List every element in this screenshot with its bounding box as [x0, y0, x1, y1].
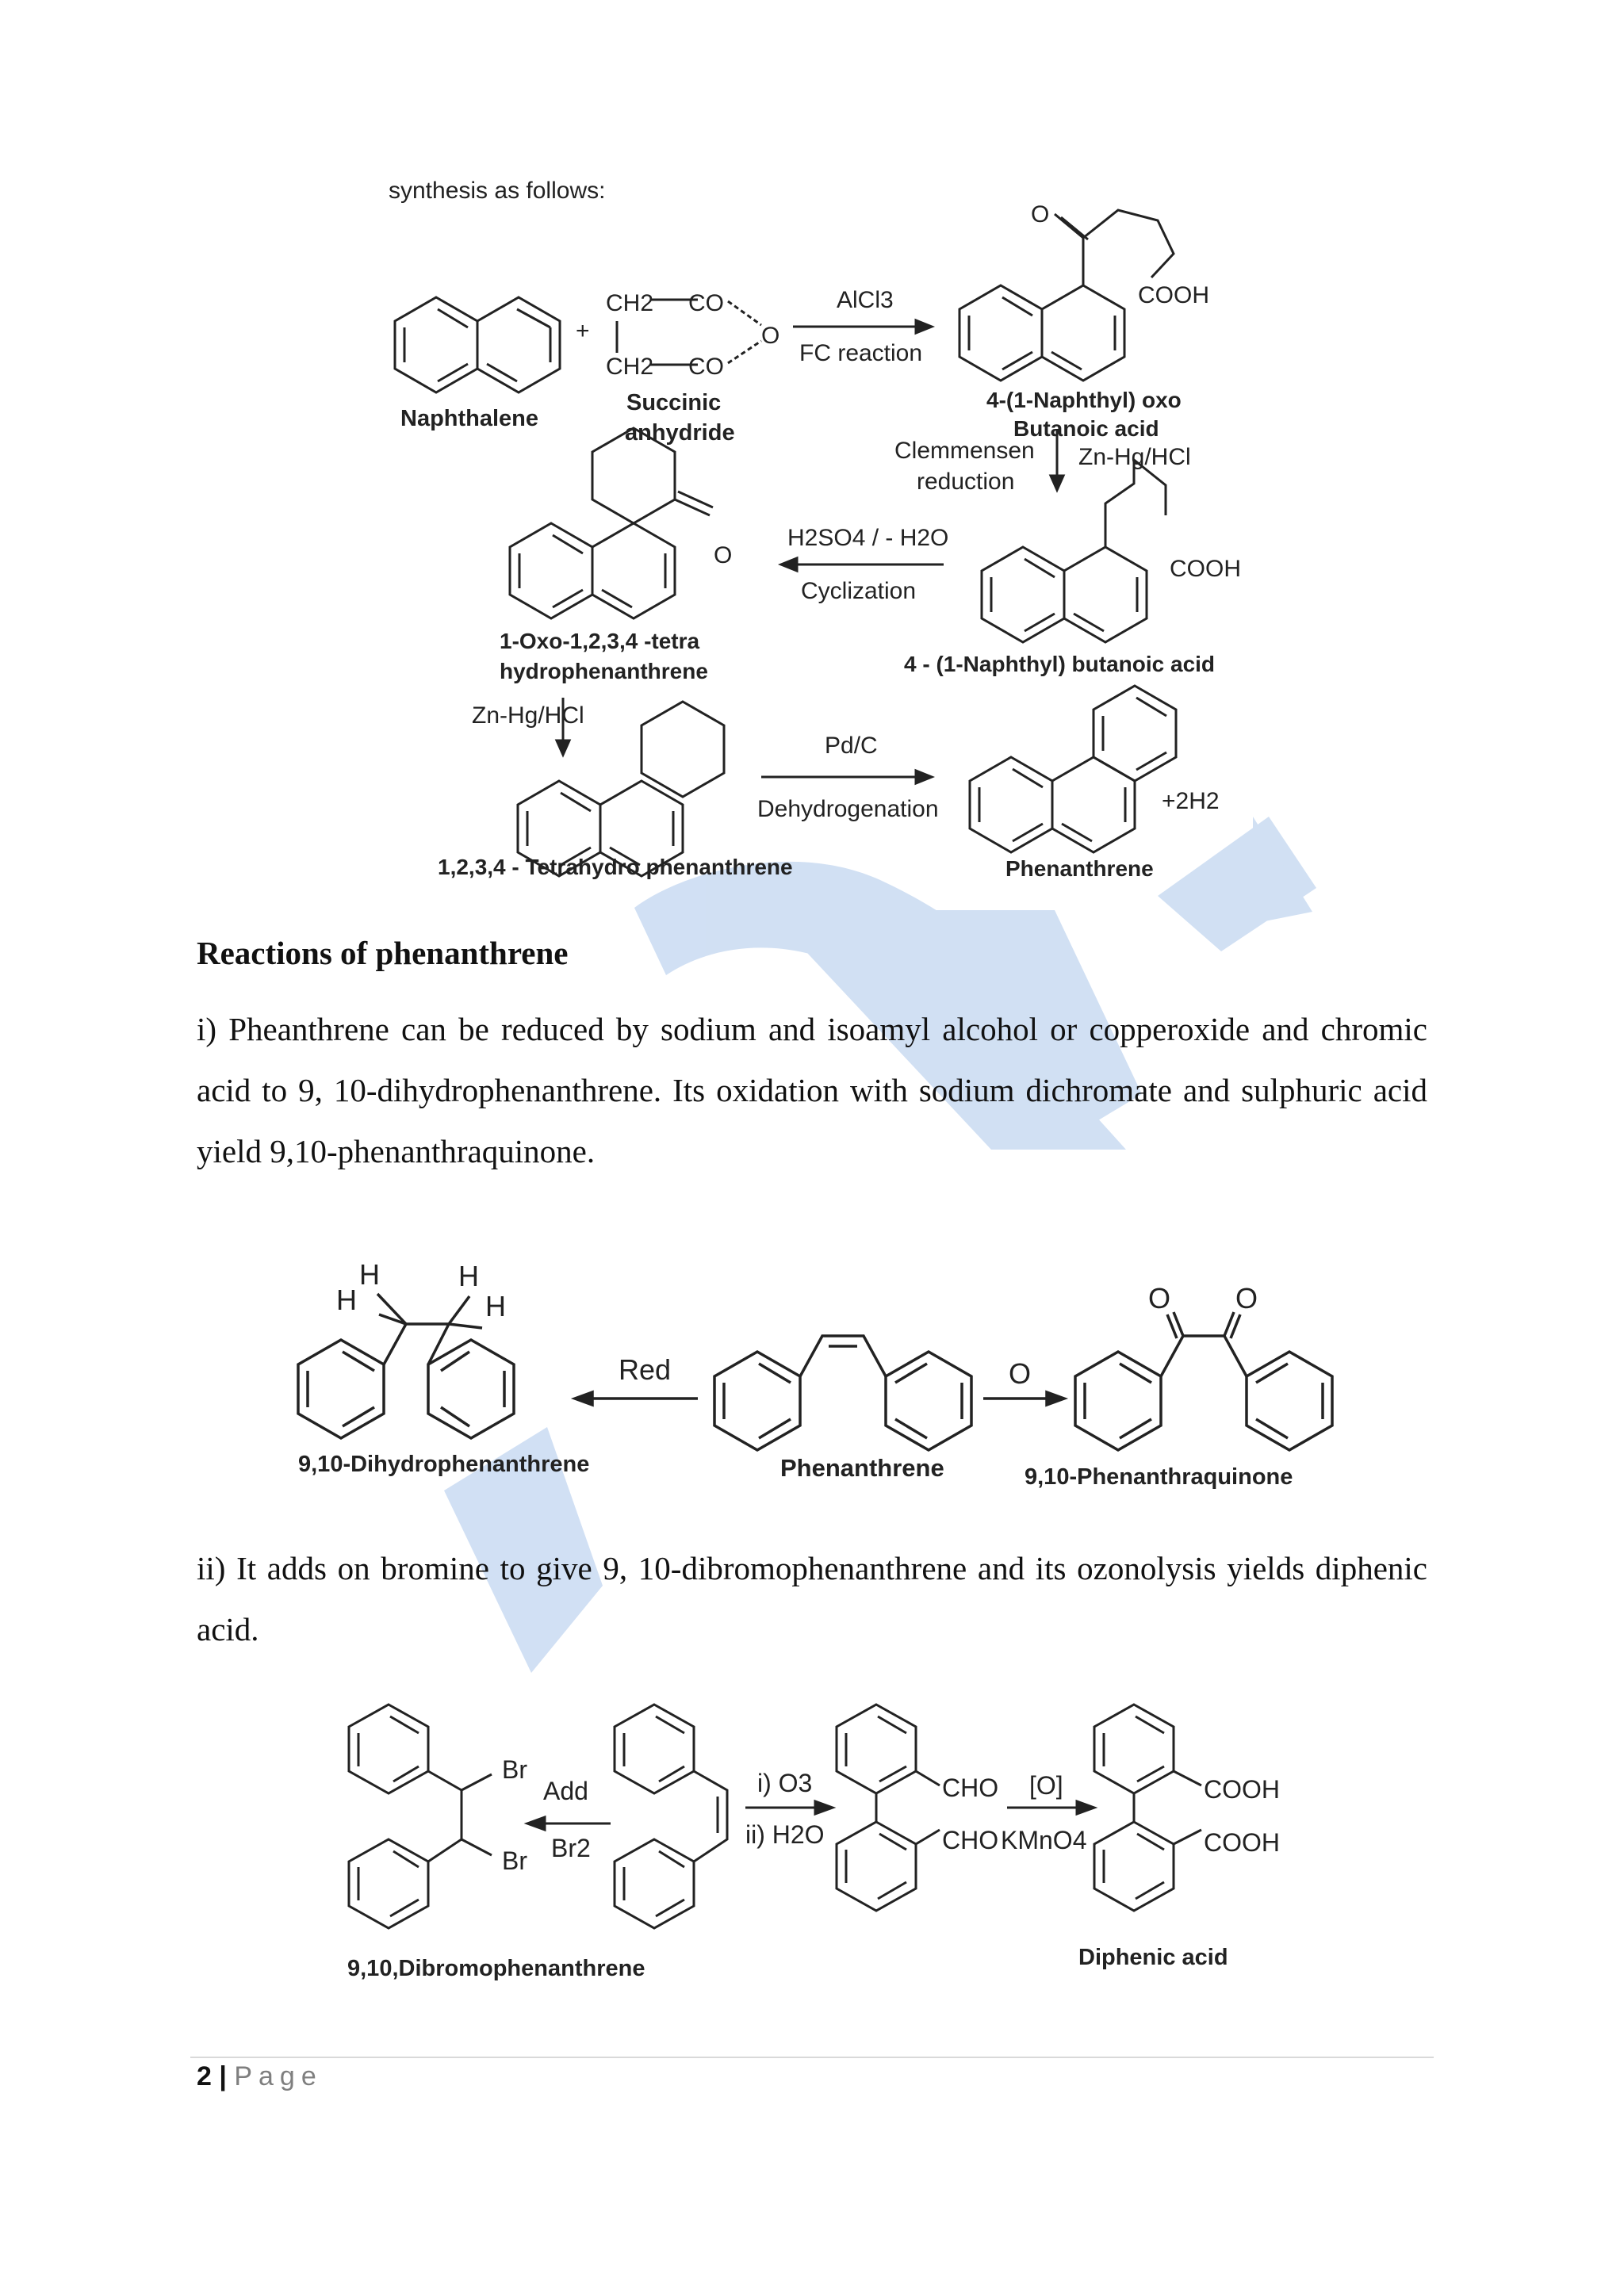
pd-c-reagent: Pd/C [825, 733, 878, 759]
butanoic-acid-label: 4 - (1-Naphthyl) butanoic acid [904, 652, 1216, 676]
water-reagent: ii) H2O [745, 1820, 825, 1849]
co-bottom: CO [688, 354, 724, 380]
bromine-ozonolysis-scheme [0, 1689, 1624, 1990]
oxidant-label: [O] [1029, 1771, 1063, 1800]
o-ketone: O [714, 542, 733, 568]
footer-separator: | [219, 2061, 227, 2091]
co-top: CO [688, 290, 724, 316]
succinic-label-1: Succinic [626, 390, 722, 415]
paragraph-1: i) Pheanthrene can be reduced by sodium and isoamyl alcohol or copperoxide and chromic acid to 9, 10-dihydrophenanthrene. Its oxidation with sodium dichromate and sulphuric acid yield 9,10-phenanthraquinone. [197, 1011, 1427, 1169]
fc-reaction: FC reaction [799, 340, 923, 366]
naphthalene-structure [395, 297, 560, 392]
cooh-2: COOH [1170, 556, 1241, 582]
o-reagent: O [1009, 1357, 1032, 1390]
plus-2h2: +2H2 [1162, 788, 1220, 814]
zn-hg-hcl-2: Zn-Hg/HCl [472, 702, 584, 729]
clemmensen-2: reduction [917, 469, 1015, 495]
br2-reagent: Br2 [551, 1834, 591, 1862]
ozone-reagent: i) O3 [757, 1769, 813, 1797]
cutoff-text: synthesis as follows: [389, 178, 606, 204]
h-atom-2: H [336, 1284, 357, 1316]
alcl3-reagent: AlCl3 [837, 287, 894, 313]
plus-sign: + [576, 318, 590, 344]
succinic-label-2: anhydride [625, 420, 735, 446]
o-keto: O [1031, 201, 1050, 228]
footer-divider [190, 2057, 1434, 2058]
paragraph-2: ii) It adds on bromine to give 9, 10-dibromophenanthrene and its ozonolysis yields diphenic acid. [197, 1550, 1427, 1647]
o-ring: O [761, 323, 780, 349]
dehydrogenation-label: Dehydrogenation [757, 796, 939, 822]
dibromo-label: 9,10,Dibromophenanthrene [347, 1956, 645, 1981]
page-number: 2 [197, 2061, 212, 2091]
o-atom-1: O [1148, 1282, 1171, 1314]
naphthalene-label: Naphthalene [400, 406, 539, 431]
oxo-tetra-label-1: 1-Oxo-1,2,3,4 -tetra [500, 629, 700, 653]
page-word: Page [234, 2061, 323, 2091]
oxidation-reduction-scheme [0, 1221, 1624, 1490]
kmno4-reagent: KMnO4 [1001, 1826, 1087, 1854]
oxo-acid-label-2: Butanoic acid [1013, 416, 1159, 441]
cooh-4: COOH [1204, 1828, 1280, 1857]
ch2-bottom: CH2 [606, 354, 654, 380]
h-atom-1: H [359, 1258, 380, 1291]
o-atom-2: O [1235, 1282, 1258, 1314]
cho-2: CHO [942, 1826, 999, 1854]
phenanthrene-label-1: Phenanthrene [1005, 856, 1154, 881]
h-atom-3: H [458, 1260, 479, 1292]
br-atom-1: Br [502, 1755, 527, 1784]
clemmensen-1: Clemmensen [894, 438, 1035, 464]
oxo-acid-label-1: 4-(1-Naphthyl) oxo [986, 388, 1182, 412]
h-atom-4: H [485, 1290, 506, 1322]
page-footer [197, 2061, 323, 2092]
oxo-tetra-label-2: hydrophenanthrene [500, 659, 708, 683]
diphenic-label: Diphenic acid [1078, 1945, 1228, 1970]
cooh-3: COOH [1204, 1775, 1280, 1804]
cooh-1: COOH [1138, 282, 1209, 308]
red-reagent: Red [619, 1353, 672, 1386]
dihydro-label: 9,10-Dihydrophenanthrene [298, 1452, 590, 1477]
phenanthrene-label-2: Phenanthrene [780, 1454, 944, 1482]
zn-hg-hcl-1: Zn-Hg/HCl [1078, 444, 1191, 470]
ch2-top: CH2 [606, 290, 654, 316]
add-label: Add [543, 1777, 588, 1805]
h2so4-reagent: H2SO4 / - H2O [787, 525, 949, 551]
br-atom-2: Br [502, 1846, 527, 1875]
cho-1: CHO [942, 1774, 999, 1802]
section-heading: Reactions of phenanthrene [197, 935, 569, 971]
cyclization-label: Cyclization [801, 578, 917, 604]
tetrahydro-label: 1,2,3,4 - Tetrahydro phenanthrene [438, 855, 793, 879]
quinone-label: 9,10-Phenanthraquinone [1025, 1464, 1293, 1490]
